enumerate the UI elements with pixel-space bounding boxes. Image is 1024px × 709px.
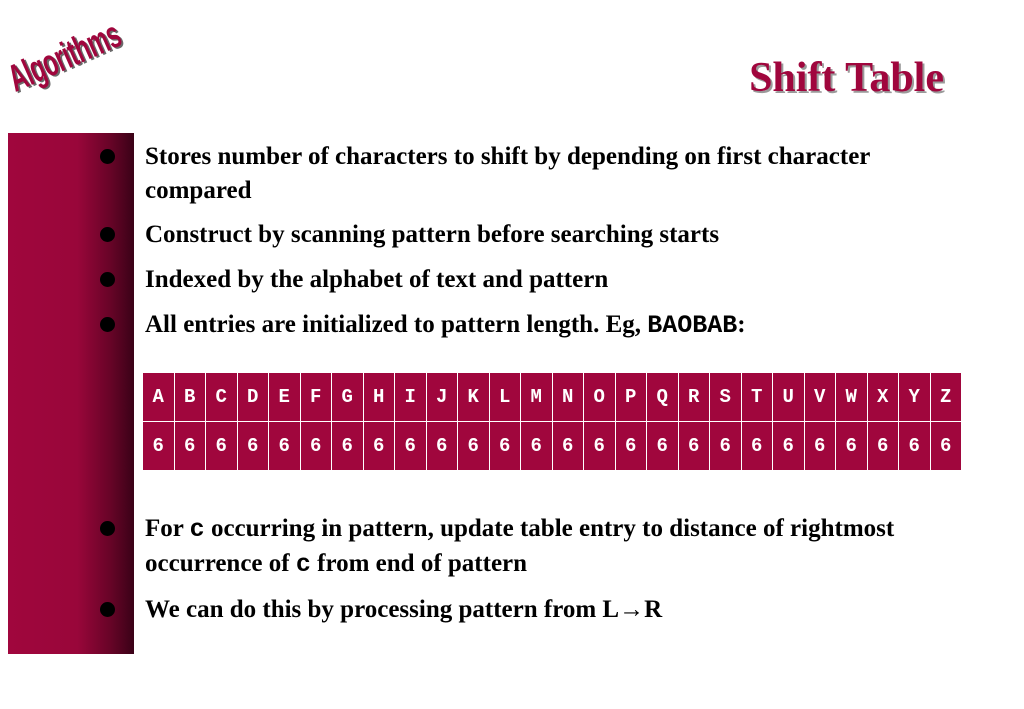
shift-table-letter-cell: B bbox=[174, 373, 206, 422]
bullet-text bbox=[145, 308, 945, 343]
shift-table-value-cell: 6 bbox=[363, 422, 395, 471]
bullet-text-part: occurring in pattern, update table entry to distance of rightmost occurrence of bbox=[145, 515, 895, 577]
shift-table-value-cell: 6 bbox=[899, 422, 931, 471]
shift-table-letter-cell: Z bbox=[930, 373, 962, 422]
shift-table-letter-cell: T bbox=[741, 373, 773, 422]
bullet-text-part: All entries are initialized to pattern length. Eg, bbox=[145, 311, 648, 338]
shift-table-value-cell: 6 bbox=[269, 422, 301, 471]
code-c: c bbox=[295, 550, 311, 579]
shift-table-value-cell: 6 bbox=[395, 422, 427, 471]
algorithms-logo: Algorithms bbox=[2, 13, 128, 101]
bullet-dot-icon bbox=[100, 602, 115, 617]
shift-table-letter-cell: O bbox=[584, 373, 616, 422]
shift-table-value-cell: 6 bbox=[773, 422, 805, 471]
shift-table-value-cell: 6 bbox=[930, 422, 962, 471]
shift-table-letter-cell: S bbox=[710, 373, 742, 422]
bullet-text-part: from end of pattern bbox=[310, 550, 528, 577]
shift-table-value-cell: 6 bbox=[237, 422, 269, 471]
shift-table-value-cell: 6 bbox=[836, 422, 868, 471]
shift-table-letter-cell: M bbox=[521, 373, 553, 422]
bullet-text-part: : bbox=[737, 311, 746, 338]
shift-table-value-cell: 6 bbox=[647, 422, 679, 471]
shift-table-letter-cell: N bbox=[552, 373, 584, 422]
bullet-dot-icon bbox=[100, 521, 115, 536]
shift-table-value-cell: 6 bbox=[804, 422, 836, 471]
shift-table-letter-cell: C bbox=[206, 373, 238, 422]
bullet-dot-icon bbox=[100, 317, 115, 332]
shift-table-letter-cell: E bbox=[269, 373, 301, 422]
bullet-dot-icon bbox=[100, 227, 115, 242]
shift-table-value-cell: 6 bbox=[615, 422, 647, 471]
code-c: c bbox=[189, 515, 205, 544]
shift-table-letter-cell: L bbox=[489, 373, 521, 422]
shift-table-value-cell: 6 bbox=[678, 422, 710, 471]
bullet-dot-icon bbox=[100, 272, 115, 287]
bullet-text: We can do this by processing pattern from L→R bbox=[145, 596, 663, 623]
shift-table-letter-cell: D bbox=[237, 373, 269, 422]
bullet-dot-icon bbox=[100, 149, 115, 164]
bullet-text: Stores number of characters to shift by depending on first character compared bbox=[145, 143, 870, 204]
shift-table-letter-cell: P bbox=[615, 373, 647, 422]
shift-table-values-row bbox=[143, 422, 962, 471]
shift-table-value-cell: 6 bbox=[300, 422, 332, 471]
sidebar-gradient-bar bbox=[8, 133, 134, 654]
shift-table-letter-cell: W bbox=[836, 373, 868, 422]
shift-table-letter-cell: X bbox=[867, 373, 899, 422]
shift-table-letter-cell: G bbox=[332, 373, 364, 422]
shift-table-value-cell: 6 bbox=[143, 422, 175, 471]
bullet-text: Indexed by the alphabet of text and pattern bbox=[145, 266, 609, 293]
bullet-text-part: For bbox=[145, 515, 190, 542]
shift-table-value-cell: 6 bbox=[206, 422, 238, 471]
shift-table-letter-cell: U bbox=[773, 373, 805, 422]
shift-table-letter-cell: A bbox=[143, 373, 175, 422]
bullet-text bbox=[145, 512, 945, 582]
shift-table-letter-cell: V bbox=[804, 373, 836, 422]
shift-table-letter-cell: Y bbox=[899, 373, 931, 422]
shift-table-value-cell: 6 bbox=[741, 422, 773, 471]
shift-table-value-cell: 6 bbox=[458, 422, 490, 471]
shift-table-letter-cell: J bbox=[426, 373, 458, 422]
code-pattern: BAOBAB bbox=[647, 311, 738, 340]
shift-table-letter-cell: I bbox=[395, 373, 427, 422]
shift-table-value-cell: 6 bbox=[552, 422, 584, 471]
shift-table-letter-cell: K bbox=[458, 373, 490, 422]
bullet-text: Construct by scanning pattern before searching starts bbox=[145, 221, 720, 248]
shift-table-value-cell: 6 bbox=[332, 422, 364, 471]
shift-table-value-cell: 6 bbox=[521, 422, 553, 471]
shift-table-letter-cell: R bbox=[678, 373, 710, 422]
shift-table-value-cell: 6 bbox=[489, 422, 521, 471]
shift-table-letter-cell: H bbox=[363, 373, 395, 422]
shift-table-letter-cell: Q bbox=[647, 373, 679, 422]
slide-title: Shift Table bbox=[749, 55, 944, 101]
shift-table-value-cell: 6 bbox=[174, 422, 206, 471]
shift-table bbox=[142, 372, 962, 471]
shift-table-value-cell: 6 bbox=[426, 422, 458, 471]
shift-table-value-cell: 6 bbox=[584, 422, 616, 471]
shift-table-letter-cell: F bbox=[300, 373, 332, 422]
shift-table-value-cell: 6 bbox=[710, 422, 742, 471]
shift-table-letters-row bbox=[143, 373, 962, 422]
shift-table-value-cell: 6 bbox=[867, 422, 899, 471]
